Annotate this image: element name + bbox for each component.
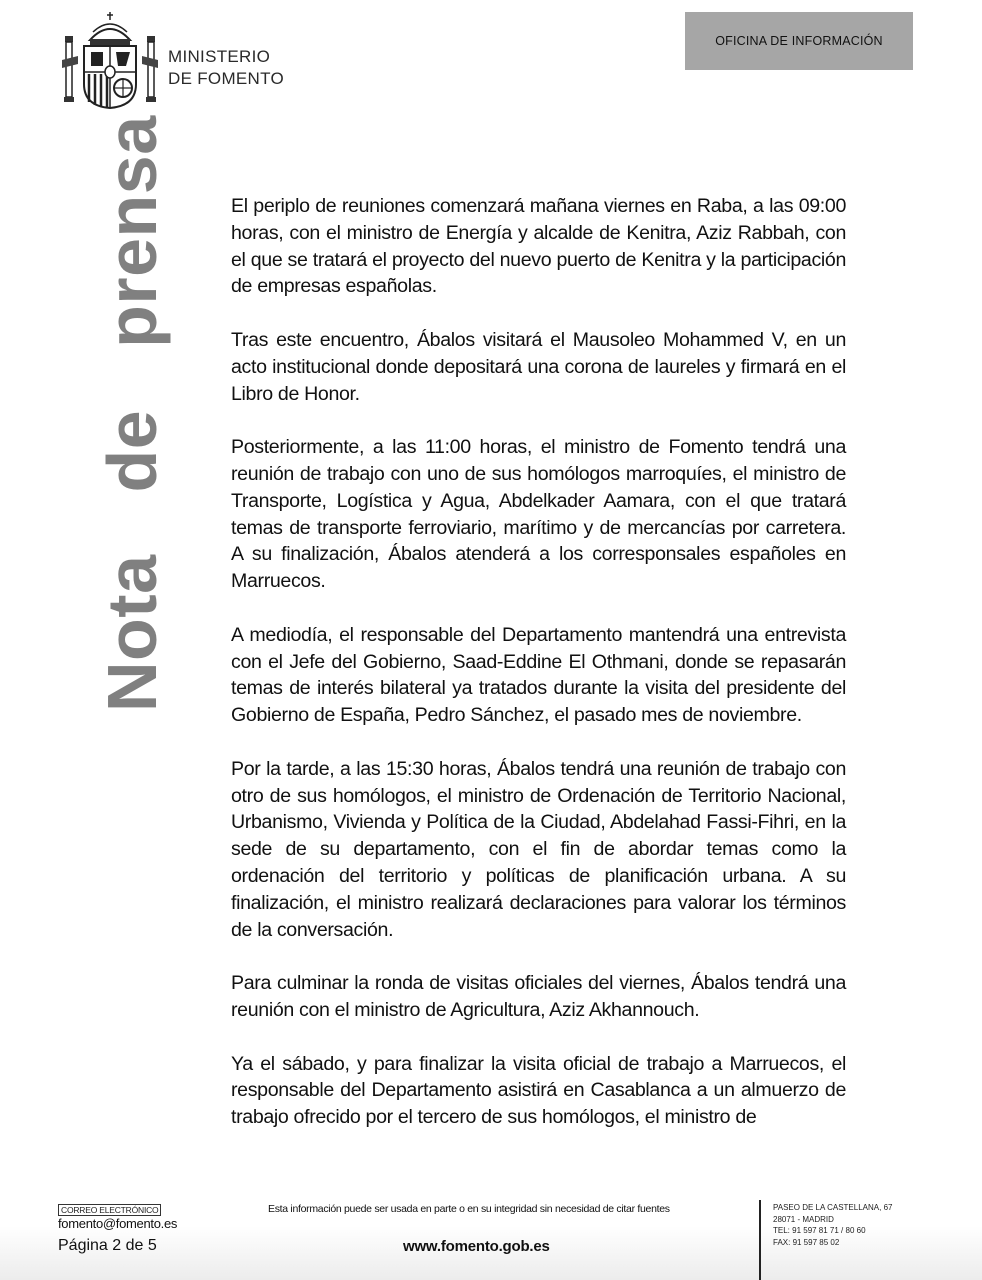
vertical-title <box>93 115 171 712</box>
office-label-box <box>685 12 913 70</box>
address-fax: FAX: 91 597 85 02 <box>773 1237 840 1247</box>
paragraph: El periplo de reuniones comenzará mañana viernes en Raba, a las 09:00 horas, con el ministro de Energía y alcalde de Kenitra, Aziz Rabbah, con el que se tratará el proyecto del nuevo puerto de Kenitra y la participación de empresas españolas. <box>231 195 846 298</box>
address-tel: TEL: 91 597 81 71 / 80 60 <box>773 1226 866 1235</box>
ministry-name-line1: MINISTERIO <box>168 47 271 66</box>
press-release-body <box>231 193 846 1158</box>
address-city: 28071 - MADRID <box>773 1214 834 1224</box>
office-label: OFICINA DE INFORMACIÓN <box>715 34 883 48</box>
website-link[interactable]: www.fomento.gob.es <box>403 1238 550 1255</box>
vertical-title-word2: de <box>93 409 171 493</box>
paragraph: Tras este encuentro, Ábalos visitará el Mausoleo Mohammed V, en un acto institucional donde depositará una corona de laureles y firmará en el Libro de Honor. <box>231 328 846 405</box>
paragraph: Posteriormente, a las 11:00 horas, el ministro de Fomento tendrá una reunión de trabajo con uno de sus homólogos marroquíes, el ministro de Transporte, Logística y Agua, Abdelkader Aamara, con el que tratará temas de transporte ferroviario, marítimo y de mercancías por carretera. A su finalización, Ábalos atenderá a los corresponsales españoles en Marruecos. <box>231 436 846 593</box>
ministry-name <box>168 46 284 90</box>
paragraph: A mediodía, el responsable del Departamento mantendrá una entrevista con el Jefe del Gobierno, Saad-Eddine El Othmani, donde se repasarán temas de interés bilateral ya tratados durante la visita del presidente del Gobierno de España, Pedro Sánchez, el pasado mes de noviembre. <box>231 623 846 727</box>
address-street: PASEO DE LA CASTELLANA, 67 <box>773 1203 893 1212</box>
footer-divider <box>759 1200 761 1280</box>
page-footer <box>0 1190 982 1280</box>
email-label: CORREO ELECTRÓNICO <box>58 1204 161 1216</box>
paragraph: Para culminar la ronda de visitas oficiales del viernes, Ábalos tendrá una reunión con el ministro de Agricultura, Aziz Akhannouch. <box>231 972 846 1021</box>
paragraph: Por la tarde, a las 15:30 horas, Ábalos tendrá una reunión de trabajo con otro de sus homólogos, el ministro de Ordenación de Territorio Nacional, Urbanismo, Vivienda y Política de la Ciudad, Abdelahad Fassi-Fihri, en la sede de su departamento, con el fin de abordar temas como la ordenación del territorio y políticas de planificación urbana. A su finalización, el ministro realizará declaraciones para valorar los términos de la conversación. <box>231 757 846 941</box>
paragraph: Ya el sábado, y para finalizar la visita oficial de trabajo a Marruecos, el responsable del Departamento asistirá en Casablanca a un almuerzo de trabajo ofrecido por el tercero de sus homólogos, el ministro de <box>231 1052 846 1129</box>
email-link[interactable]: fomento@fomento.es <box>58 1216 178 1231</box>
ministry-name-line2: DE FOMENTO <box>168 69 285 88</box>
postal-address <box>773 1202 892 1248</box>
vertical-title-word1: Nota <box>93 554 171 712</box>
vertical-title-word3: prensa <box>93 115 171 348</box>
coat-of-arms-icon <box>60 10 160 110</box>
page-indicator: Página 2 de 5 <box>58 1237 157 1254</box>
disclaimer: Esta información puede ser usada en parte o en su integridad sin necesidad de citar fuentes <box>268 1203 670 1215</box>
